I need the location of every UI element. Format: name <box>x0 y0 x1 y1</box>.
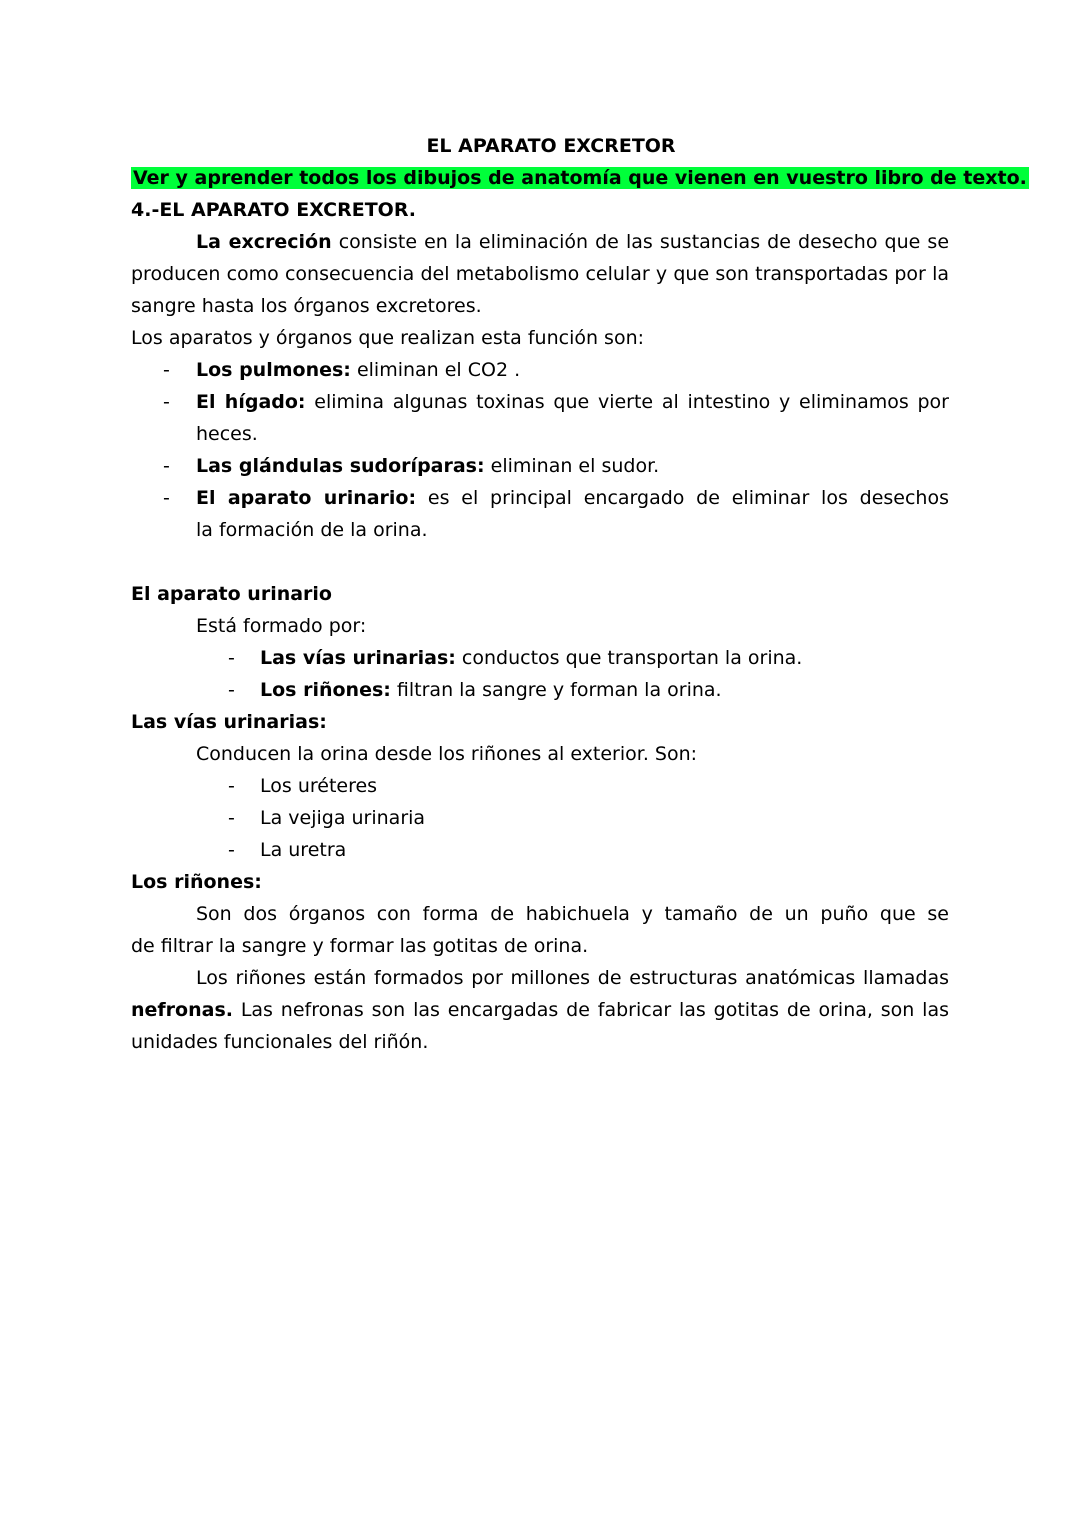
pathway-item: Los uréteres <box>260 775 378 797</box>
organ-label: El aparato urinario: <box>196 487 417 509</box>
document-body <box>131 130 1027 1058</box>
part-text: conductos que transportan la orina. <box>455 647 803 669</box>
organ-label: Las glándulas sudoríparas: <box>196 455 485 477</box>
list-item <box>131 834 949 866</box>
organ-continuation: la formación de la orina. <box>196 519 428 541</box>
bullet-dash: - <box>228 839 235 861</box>
pathways-text: Conducen la orina desde los riñones al exterior. Son: <box>196 743 698 765</box>
kidneys-p2-line-3: unidades funcionales del riñón. <box>131 1031 429 1053</box>
part-label: Las vías urinarias: <box>260 647 456 669</box>
part-text: filtran la sangre y forman la orina. <box>390 679 722 701</box>
kidneys-p1-line-2: de filtrar la sangre y formar las gotitas de orina. <box>131 935 589 957</box>
organ-text: elimina algunas toxinas que vierte al intestino y eliminamos por <box>314 391 949 413</box>
intro-bold-lead: La excreción <box>196 231 332 253</box>
spacer <box>131 546 949 578</box>
organ-text: eliminan el CO2 . <box>350 359 521 381</box>
organ-label: El hígado: <box>196 391 306 413</box>
intro-line-3: sangre hasta los órganos excretores. <box>131 295 482 317</box>
organ-text: es el principal encargado de eliminar los desechos <box>427 487 949 509</box>
pathway-item: La vejiga urinaria <box>260 807 426 829</box>
list-item <box>131 642 949 674</box>
bullet-dash: - <box>228 775 235 797</box>
bullet-dash: - <box>228 679 235 701</box>
organs-intro: Los aparatos y órganos que realizan esta función son: <box>131 327 645 349</box>
section-heading: 4.-EL APARATO EXCRETOR. <box>131 199 417 221</box>
organ-line <box>131 482 949 514</box>
list-item <box>131 386 949 450</box>
urinary-formed-by: Está formado por: <box>196 615 367 637</box>
list-item <box>131 450 949 482</box>
kidneys-p2-line-2 <box>131 994 949 1026</box>
organ-continuation: heces. <box>196 423 258 445</box>
list-item <box>131 354 949 386</box>
organ-line <box>131 386 949 418</box>
kidneys-heading: Los riñones: <box>131 871 262 893</box>
bullet-dash: - <box>163 359 170 381</box>
list-item <box>131 770 949 802</box>
pathway-item: La uretra <box>260 839 347 861</box>
kidneys-p2-line-1: Los riñones están formados por millones de estructuras anatómicas llamadas <box>196 967 949 989</box>
intro-line-1 <box>131 226 949 258</box>
kidneys-p1-line-1: Son dos órganos con forma de habichuela y tamaño de un puño que se <box>196 903 949 925</box>
list-item <box>131 482 949 546</box>
bullet-dash: - <box>163 455 170 477</box>
intro-line-2: producen como consecuencia del metabolismo celular y que son transportadas por la <box>131 263 949 285</box>
organ-text: eliminan el sudor. <box>484 455 660 477</box>
pathways-heading: Las vías urinarias: <box>131 711 327 733</box>
part-label: Los riñones: <box>260 679 391 701</box>
highlight-note-row <box>131 162 1027 194</box>
list-item <box>131 674 949 706</box>
nefronas-term: nefronas. <box>131 999 233 1021</box>
bullet-dash: - <box>163 487 170 509</box>
urinary-heading: El aparato urinario <box>131 583 332 605</box>
bullet-dash: - <box>228 807 235 829</box>
bullet-dash: - <box>228 647 235 669</box>
kidneys-p2-line-2-text: Las nefronas son las encargadas de fabricar las gotitas de orina, son las <box>232 999 949 1021</box>
list-item <box>131 802 949 834</box>
organ-label: Los pulmones: <box>196 359 351 381</box>
highlight-note: Ver y aprender todos los dibujos de anatomía que vienen en vuestro libro de texto. <box>133 167 1027 189</box>
intro-line-1-text: consiste en la eliminación de las sustancias de desecho que se <box>331 231 949 253</box>
bullet-dash: - <box>163 391 170 413</box>
document-title: EL APARATO EXCRETOR <box>426 135 676 157</box>
